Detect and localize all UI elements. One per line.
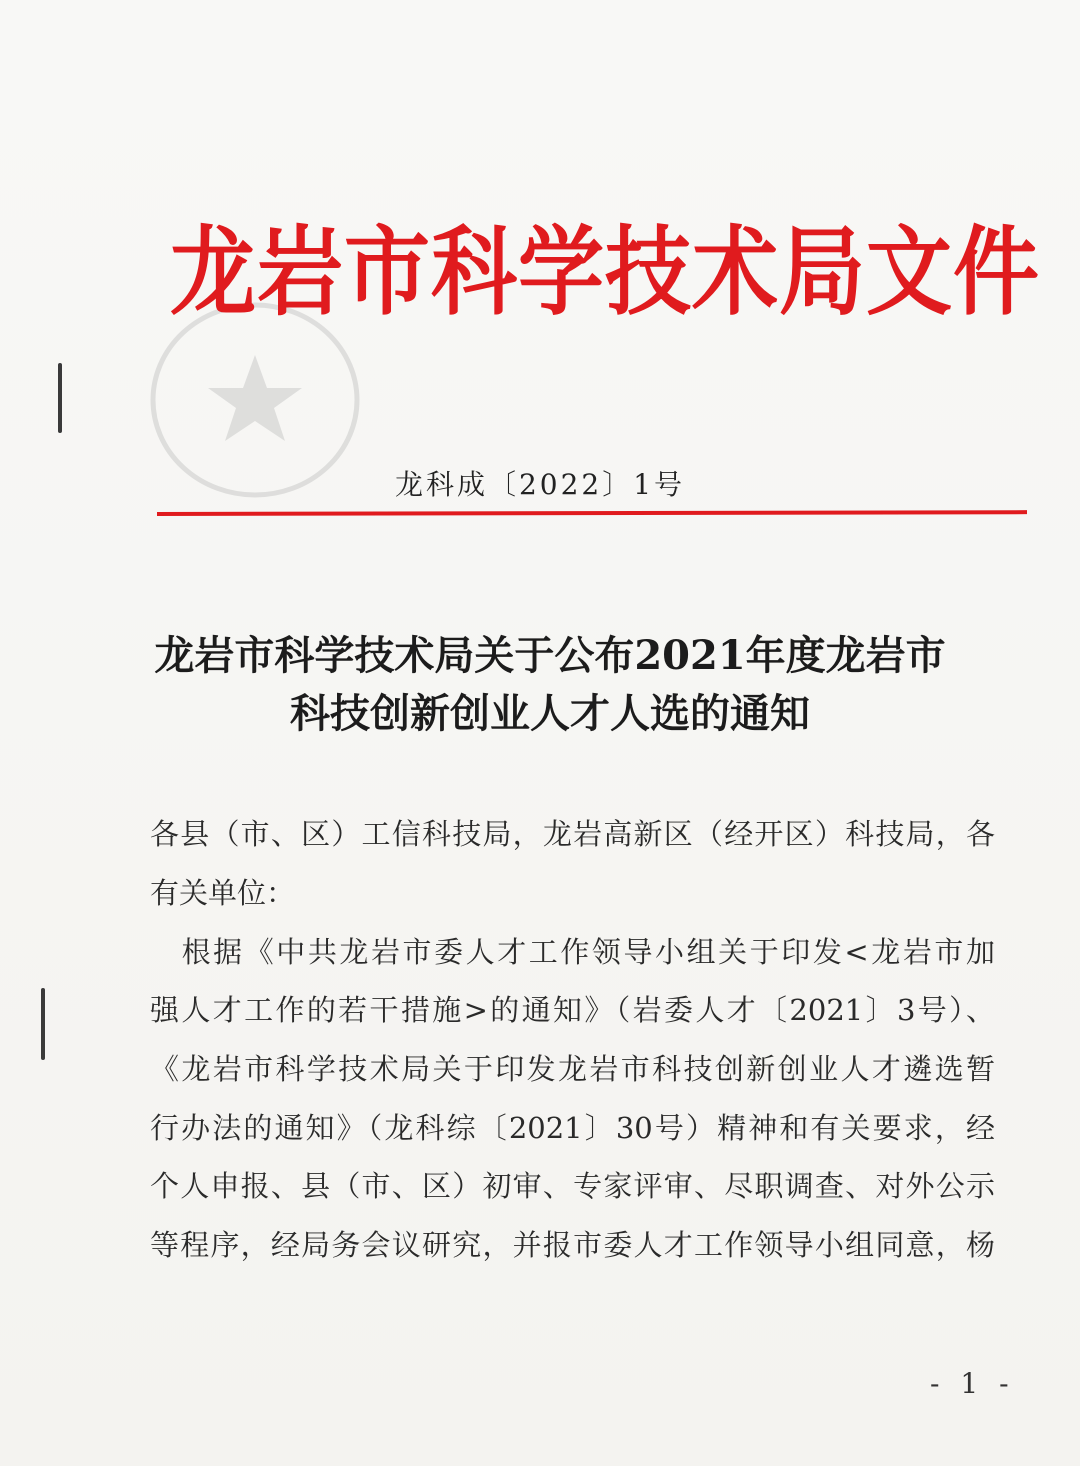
header-red-rule (157, 510, 1027, 516)
body-line: 有关单位： (150, 876, 296, 910)
seal-star-icon (208, 355, 302, 441)
body-line: 个人申报、县（市、区）初审、专家评审、尽职调查、对外公示 (150, 1169, 995, 1203)
binding-mark-top (58, 363, 62, 433)
body-line: 《龙岩市科学技术局关于印发龙岩市科技创新创业人才遴选暂 (150, 1052, 995, 1086)
body-line: 各县（市、区）工信科技局，龙岩高新区（经开区）科技局，各 (150, 817, 995, 851)
body-line: 等程序，经局务会议研究，并报市委人才工作领导小组同意，杨 (150, 1228, 995, 1262)
body-line: 强人才工作的若干措施>的通知》（岩委人才〔2021〕3号）、 (150, 993, 995, 1027)
notice-title-line-2: 科技创新创业人才人选的通知 (290, 690, 810, 737)
document-number: 龙科成〔2022〕1号 (394, 468, 686, 501)
binding-mark-bottom (41, 988, 45, 1060)
page-number: - 1 - (930, 1367, 1015, 1400)
body-line: 根据《中共龙岩市委人才工作领导小组关于印发<龙岩市加 (150, 935, 995, 969)
notice-title-line-1: 龙岩市科学技术局关于公布2021年度龙岩市 (154, 632, 946, 679)
body-line: 行办法的通知》（龙科综〔2021〕30号）精神和有关要求，经 (150, 1111, 995, 1145)
document-header-title: 龙岩市科学技术局文件 (170, 217, 1040, 329)
